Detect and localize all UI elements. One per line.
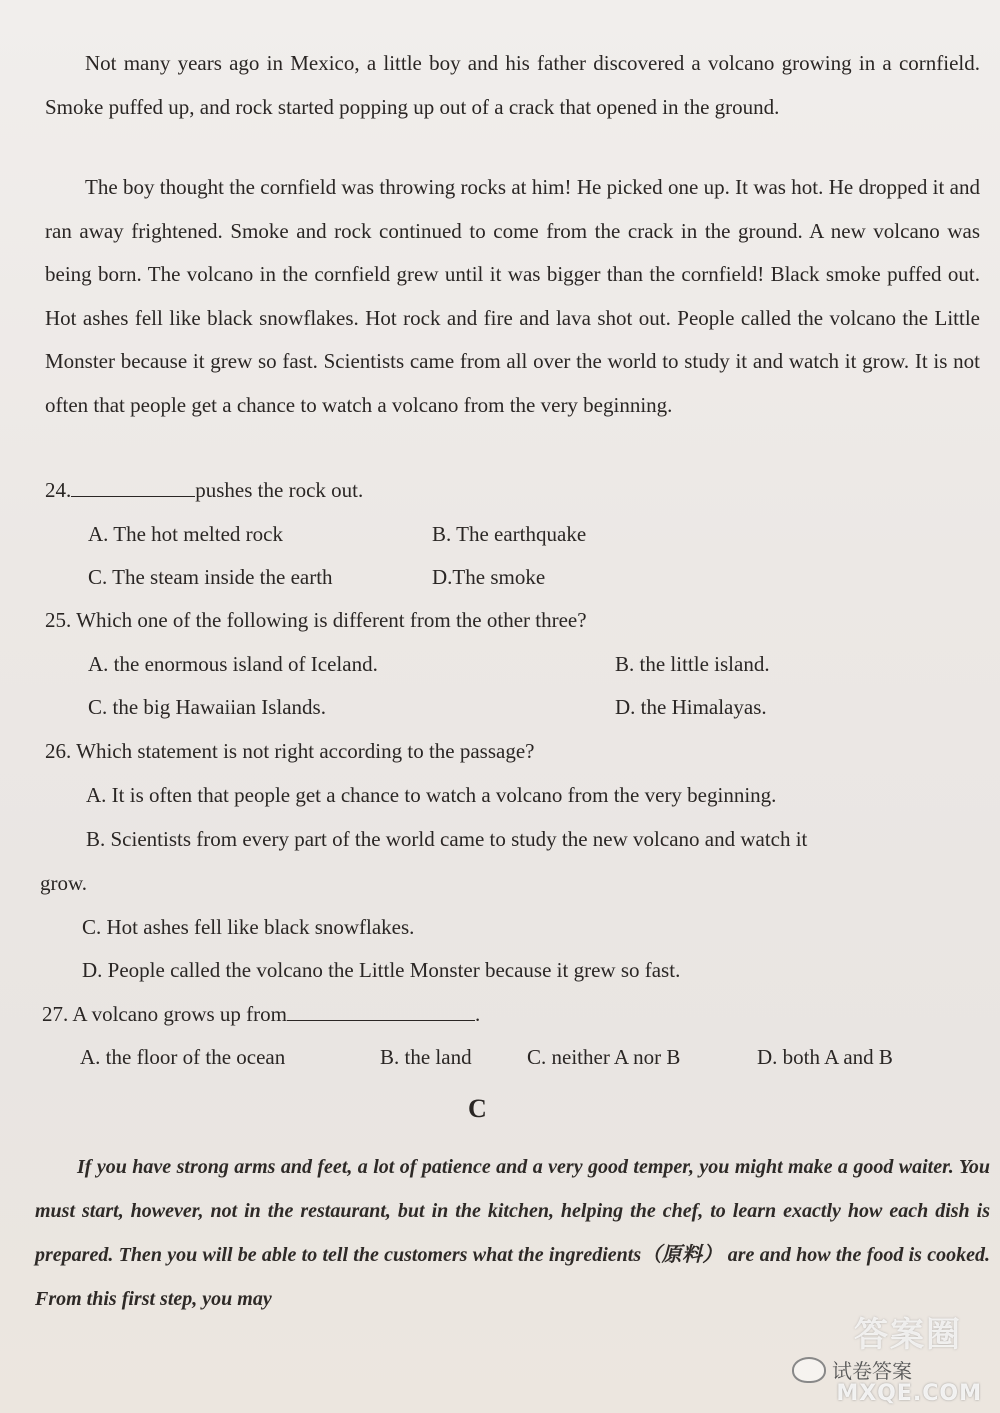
section-c-paragraph-1 — [35, 1145, 990, 1321]
q24-option-b[interactable]: B. The earthquake — [432, 522, 587, 546]
q27-option-d[interactable]: D. both A and B — [757, 1045, 893, 1069]
watermark — [792, 1307, 982, 1407]
watermark-label: 试卷答案 — [832, 1359, 912, 1383]
q27-blank[interactable] — [287, 1002, 475, 1021]
question-26: 26. Which statement is not right according to the passage? — [45, 739, 535, 763]
q27-option-b[interactable]: B. the land — [380, 1045, 472, 1069]
q26-option-d[interactable]: D. People called the volcano the Little Monster because it grew so fast. — [82, 958, 681, 982]
q26-option-b-line1[interactable]: B. Scientists from every part of the world came to study the new volcano and watch it — [86, 827, 808, 851]
q25-option-d[interactable]: D. the Himalayas. — [615, 695, 767, 719]
question-27 — [42, 1000, 480, 1028]
q24-option-a[interactable]: A. The hot melted rock — [88, 522, 283, 546]
q25-option-a[interactable]: A. the enormous island of Iceland. — [88, 652, 378, 676]
passage-b-p2-text: The boy thought the cornfield was throwing rocks at him! He picked one up. It was hot. He dropped it and ran away frightened. Smoke and rock continued to come from the crack in the ground. A new volcano was being born. The volcano in the cornfield grew until it was bigger than the cornfield! Black smoke puffed out. Hot ashes fell like black snowflakes. Hot rock and fire and lava shot out. People called the volcano the Little Monster because it grew so fast. Scientists came from all over the world to study it and watch it grow. It is not often that people get a chance to watch a volcano from the very beginning. — [45, 175, 980, 417]
q27-option-a[interactable]: A. the floor of the ocean — [80, 1045, 286, 1069]
q24-option-c[interactable]: C. The steam inside the earth — [88, 565, 333, 589]
q24-number: 24. — [45, 478, 72, 502]
q26-option-b-line2[interactable]: grow. — [40, 871, 88, 895]
passage-b-paragraph-1 — [45, 42, 980, 129]
q26-option-c[interactable]: C. Hot ashes fell like black snowflakes. — [82, 915, 415, 939]
question-25: 25. Which one of the following is different from the other three? — [45, 608, 587, 632]
q25-option-b[interactable]: B. the little island. — [615, 652, 770, 676]
q25-option-c[interactable]: C. the big Hawaiian Islands. — [88, 695, 326, 719]
section-c-heading: C — [468, 1094, 487, 1123]
wechat-icon — [792, 1357, 826, 1383]
question-24 — [45, 476, 363, 504]
passage-b-paragraph-2 — [45, 166, 980, 427]
q26-option-a[interactable]: A. It is often that people get a chance to watch a volcano from the very beginning. — [86, 783, 777, 807]
q27-stem: 27. A volcano grows up from — [42, 1002, 287, 1026]
watermark-site: MXQE.COM — [836, 1381, 982, 1406]
section-c-p1-text: If you have strong arms and feet, a lot of patience and a very good temper, you might make a good waiter. You must start, however, not in the restaurant, but in the kitchen, helping the chef, to learn exactly how each dish is prepared. Then you will be able to tell the customers what the ingredients（原料） are and how the food is cooked. From this first step, you may — [35, 1156, 990, 1310]
watermark-logo: 答案圈 — [854, 1315, 962, 1355]
q27-period: . — [474, 1002, 481, 1026]
watermark-label-row — [792, 1355, 912, 1384]
passage-b-p1-text: Not many years ago in Mexico, a little boy and his father discovered a volcano growing in a cornfield. Smoke puffed up, and rock started popping up out of a crack that opened in the ground. — [45, 51, 980, 119]
q24-stem: pushes the rock out. — [195, 478, 364, 502]
q27-option-c[interactable]: C. neither A nor B — [527, 1045, 681, 1069]
q24-option-d[interactable]: D.The smoke — [432, 565, 546, 589]
q24-blank[interactable] — [71, 478, 195, 497]
